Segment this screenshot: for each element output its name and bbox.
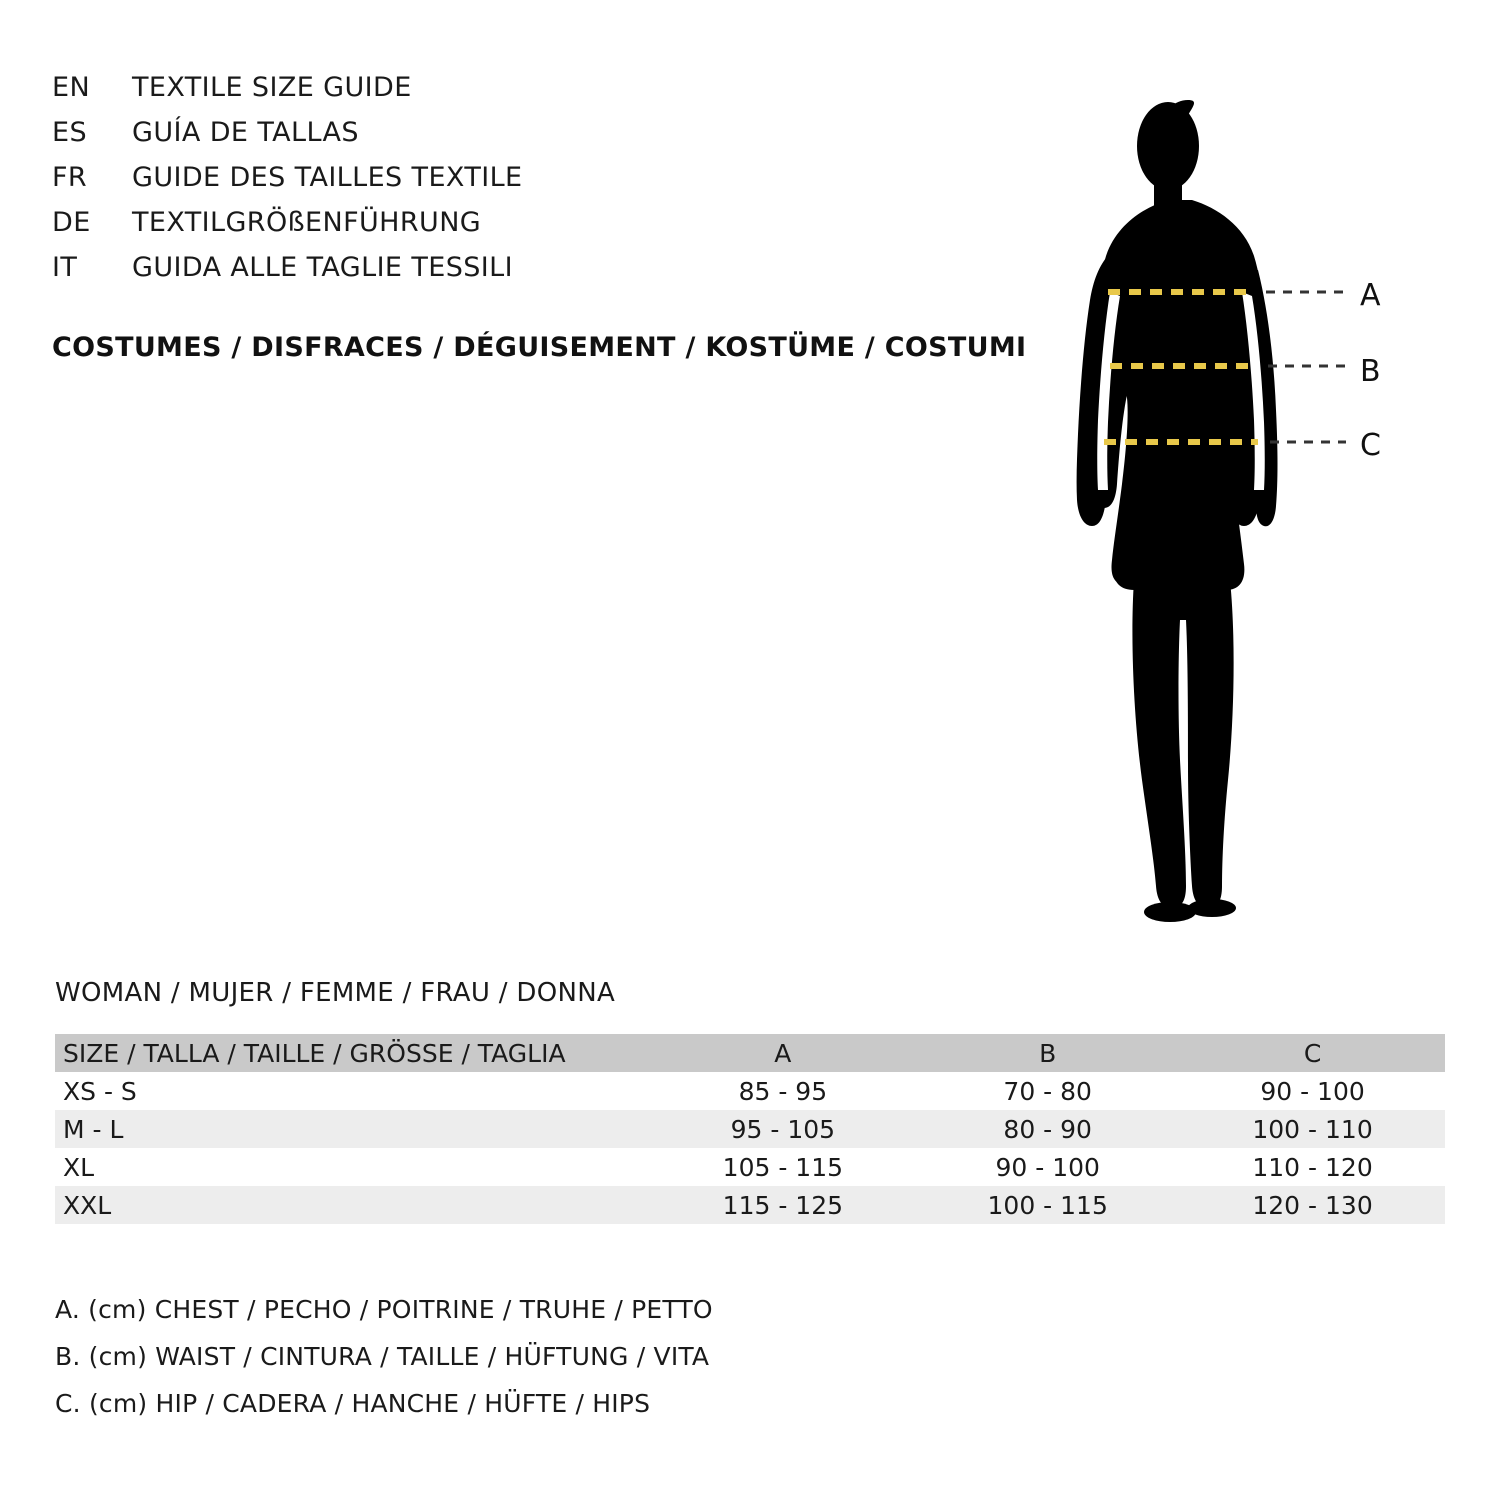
table-row [55, 1148, 1445, 1186]
head-shape [1137, 102, 1199, 190]
measure-label-b: B [1360, 354, 1381, 389]
note-hip: C. (cm) HIP / CADERA / HANCHE / HÜFTE / HIPS [55, 1389, 651, 1418]
language-title: TEXTILGRÖßENFÜHRUNG [132, 207, 482, 238]
language-code: DE [52, 207, 91, 238]
language-code: ES [52, 117, 87, 148]
language-list [52, 72, 1032, 297]
language-title: GUIDA ALLE TAGLIE TESSILI [132, 252, 513, 283]
header-b: B [1039, 1038, 1057, 1068]
size-table-head [55, 1034, 1445, 1072]
language-title: TEXTILE SIZE GUIDE [132, 72, 412, 103]
silhouette-svg [1030, 60, 1450, 940]
language-code: FR [52, 162, 88, 193]
costumes-subtitle: COSTUMES / DISFRACES / DÉGUISEMENT / KOSTÜME / COSTUMI [52, 332, 1027, 363]
cell-a: 85 - 95 [738, 1076, 828, 1106]
cell-a: 95 - 105 [730, 1114, 836, 1144]
language-row-fr [52, 162, 1032, 207]
measure-label-c: C [1360, 428, 1381, 463]
size-table [55, 1034, 1445, 1224]
cell-c: 100 - 110 [1252, 1114, 1373, 1144]
measure-label-a: A [1360, 278, 1381, 313]
cell-size: XXL [63, 1190, 112, 1220]
size-table-body [55, 1072, 1445, 1224]
language-row-de [52, 207, 1032, 252]
cell-a: 105 - 115 [722, 1152, 844, 1182]
header-c: C [1303, 1038, 1322, 1068]
note-waist: B. (cm) WAIST / CINTURA / TAILLE / HÜFTUNG / VITA [55, 1342, 710, 1371]
cell-b: 100 - 115 [987, 1190, 1108, 1220]
cell-b: 90 - 100 [995, 1152, 1100, 1182]
left-foot-shape [1144, 902, 1196, 922]
language-title: GUÍA DE TALLAS [132, 117, 359, 148]
female-silhouette-figure [1030, 60, 1450, 940]
language-code: EN [52, 72, 91, 103]
header-a: A [774, 1038, 792, 1068]
language-code: IT [52, 252, 78, 283]
cell-b: 80 - 90 [1003, 1114, 1092, 1144]
table-row [55, 1072, 1445, 1110]
language-row-en [52, 72, 1032, 117]
cell-c: 110 - 120 [1252, 1152, 1373, 1182]
cell-size: M - L [63, 1114, 124, 1144]
table-row [55, 1186, 1445, 1224]
cell-size: XS - S [63, 1076, 137, 1106]
language-row-it [52, 252, 1032, 297]
cell-b: 70 - 80 [1003, 1076, 1092, 1106]
note-chest: A. (cm) CHEST / PECHO / POITRINE / TRUHE / PETTO [55, 1295, 713, 1324]
table-header-row [55, 1034, 1445, 1072]
hip-shape [1114, 460, 1245, 590]
language-row-es [52, 117, 1032, 162]
cell-size: XL [63, 1152, 95, 1182]
table-row [55, 1110, 1445, 1148]
table-title: WOMAN / MUJER / FEMME / FRAU / DONNA [55, 978, 616, 1008]
measurement-notes [55, 1295, 1055, 1436]
legs-shape [1132, 580, 1233, 908]
cell-c: 90 - 100 [1260, 1076, 1365, 1106]
cell-c: 120 - 130 [1252, 1190, 1373, 1220]
language-title: GUIDE DES TAILLES TEXTILE [132, 162, 523, 193]
right-foot-shape [1188, 899, 1236, 917]
header-size: SIZE / TALLA / TAILLE / GRÖSSE / TAGLIA [63, 1038, 566, 1068]
cell-a: 115 - 125 [722, 1190, 844, 1220]
